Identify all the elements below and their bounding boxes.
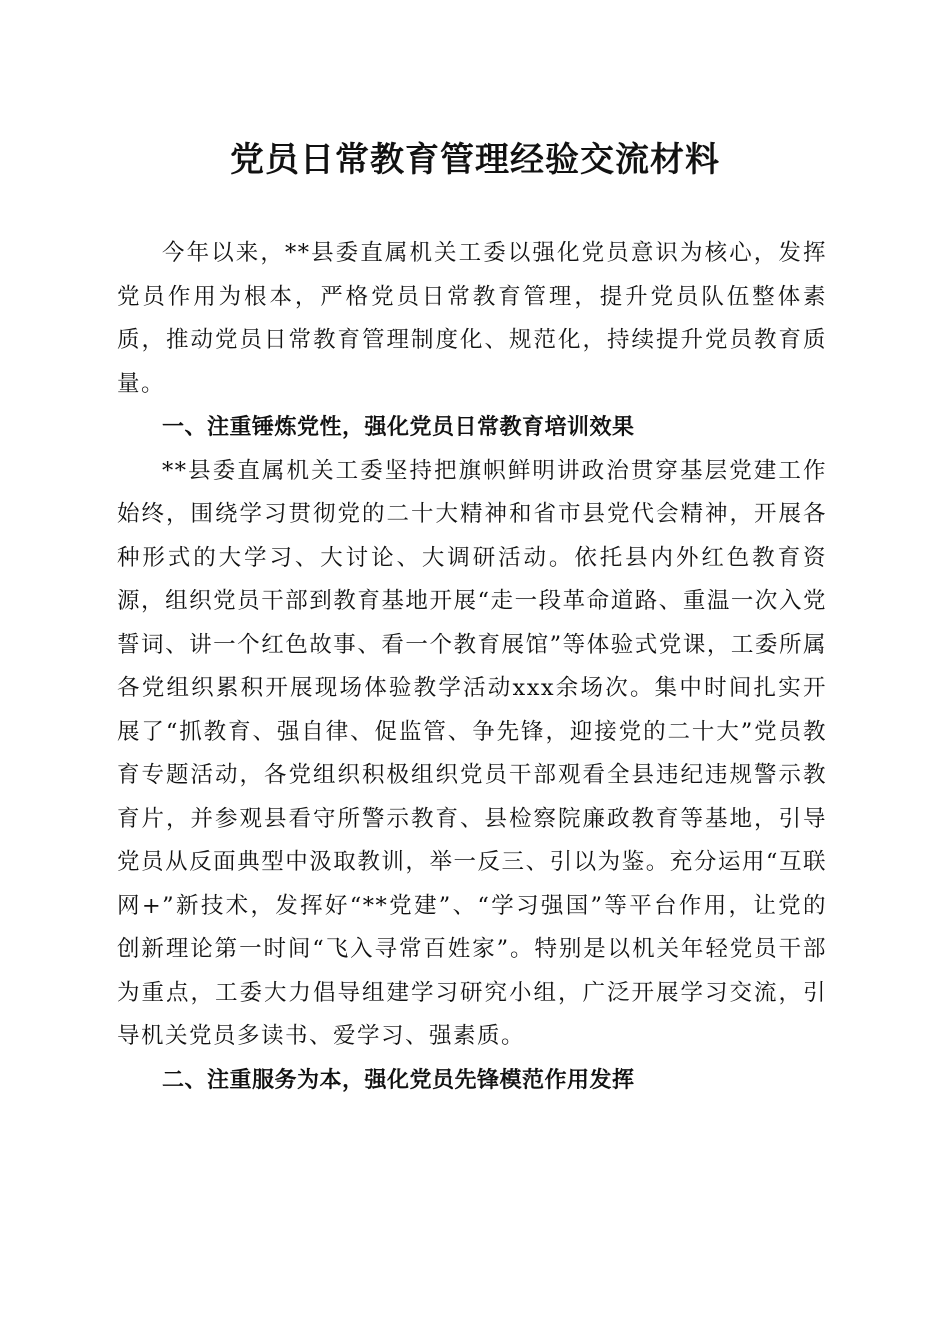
section-1-heading: 一、注重锤炼党性，强化党员日常教育培训效果 [162,415,635,440]
section-2-heading: 二、注重服务为本，强化党员先锋模范作用发挥 [162,1067,635,1093]
intro-paragraph: 今年以来，**县委直属机关工委以强化党员意识为核心，发挥党员作用为根本，严格党员日常教育管理，提升党员队伍整体素质，推动党员日常教育管理制度化、规范化，持续提升党员教育质量。 [117,240,827,397]
section-1-paragraph: **县委直属机关工委坚持把旗帜鲜明讲政治贯穿基层党建工作始终，围绕学习贯彻党的二十大精神和省市县党代会精神，开展各种形式的大学习、大讨论、大调研活动。依托县内外红色教育资源，组织党员干部到教育基地开展“走一段革命道路、重温一次入党誓词、讲一个红色故事、看一个教育展馆”等体验式党课，工委所属各党组织累积开展现场体验教学活动xxx余场次。集中时间扎实开展了“抓教育、强自律、促监管、争先锋，迎接党的二十大”党员教育专题活动，各党组织积极组织党员干部观看全县违纪违规警示教育片，并参观县看守所警示教育、县检察院廉政教育等基地，引导党员从反面典型中汲取教训，举一反三、引以为鉴。充分运用“互联网+”新技术，发挥好“**党建”、“学习强国”等平台作用，让党的创新理论第一时间“飞入寻常百姓家”。特别是以机关年轻党员干部为重点，工委大力倡导组建学习研究小组，广泛开展学习交流，引导机关党员多读书、爱学习、强素质。 [117,457,827,1049]
document-title: 党员日常教育管理经验交流材料 [230,140,720,180]
document-body [117,232,827,1102]
